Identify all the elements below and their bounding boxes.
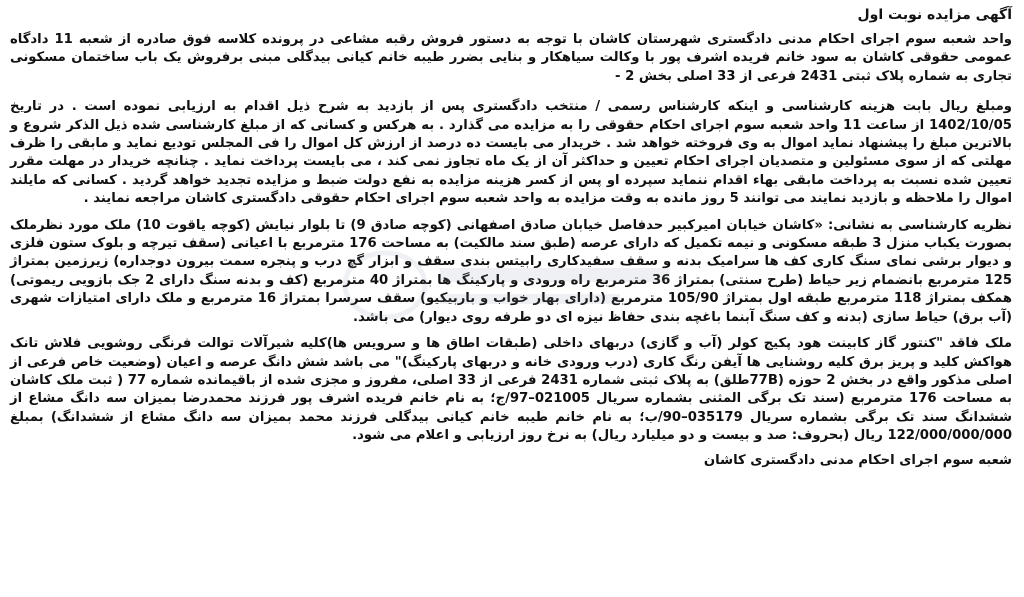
notice-title: آگهی مزایده نوبت اول (857, 7, 1012, 23)
paragraph-auction-terms: ومبلغ ریال بابت هزینه کارشناسی و اینکه کارشناس رسمی / منتخب دادگستری پس از بازدید به شرح ذیل اقدام به ارزیابی نموده است . در تاریخ 1402/10/05 از ساعت 11 واحد شعبه سوم اجرای احکام حقوقی را به مزایده می گذارد . به هرکس و کسانی که از مبلغ کارشناسی شده ذیل الذکر شروع و بالاترین مبلغ را پیشنهاد نماید اموال به وی فروخته خواهد شد . خریدار می بایست ده درصد از ارزش کل اموال را فی المجلس تودیع نماید و مابقی را ظرف مهلتی که از سوی مسئولین و متصدیان اجرای احکام تعیین و حداکثر آن از یک ماه تجاوز نمی کند ، می بایست پرداخت نماید . چنانچه خریدار در مهلت مقرر تعیین شده نسبت به پرداخت مابقی بهاء اقدام ننماید سپرده او پس از کسر هزینه مزایده به نفع دولت ضبط و مزایده تجدید خواهد گردید . کسانی که مایلند اموال را ملاحظه و بازدید نمایند می توانند 5 روز مانده به وقت مزایده به واحد شعبه سوم اجرای احکام حقوقی دادگستری کاشان مراجعه نمایند . (10, 99, 1012, 207)
signature: شعبه سوم اجرای احکام مدنی دادگستری کاشان (703, 452, 1012, 468)
paragraph-expert-opinion: نظریه کارشناسی به نشانی: «کاشان خیابان امیرکبیر حدفاصل خیابان صادق اصفهانی (کوچه صادق 9) تا بلوار نیایش (کوچه یاقوت 10) ملک مورد نظرملک بصورت یکباب منزل 3 طبقه مسکونی و نیمه تکمیل که دارای عرصه (طبق سند مالکیت) به مساحت 176 مترمربع با اعیانی (سقف تیرچه و بلوک ستون فلزی و دیوار برشی نمای سنگ کاری کف ها سرامیک بدنه و سقف سفیدکاری رابیتس بندی سقف و ابزار گچ درب و پنجره سمت بیرون دوجداره) زیرزمین بمتراژ 125 مترمربع بانضمام زیر حیاط (طرح سنتی) بمتراژ 36 مترمربع راه ورودی و پارکینگ ها بمتراژ 40 مترمربع (کف و بدنه سنگ دارای 2 جک بازویی ریموتی) همکف بمتراژ 118 مترمربع طبقه اول بمتراژ 105/90 مترمربع (دارای بهار خواب و باربیکیو) سقف سرسرا بمتراژ 16 مترمربع و ملک دارای امتیازات شهری (آب برق) حیاط سازی (بدنه و کف سنگ آبنما باغچه بندی حفاظ نیزه ای دو طرفه روی دیوار) می باشد. (10, 217, 1013, 325)
paragraph-property-details: ملک فاقد "کنتور گاز کابینت هود پکیج کولر (آب و گازی) دربهای داخلی (طبقات اطاق ها و سرویس ها)کلیه شیرآلات توالت فرنگی روشویی فلاش تانک هواکش کلید و پریز برق کلیه روشنایی ها آیفن رنگ کاری (درب ورودی خانه و دربهای پارکینگ)" می باشد شش دانگ عرصه و اعیان (وضعیت خاص فرعی از اصلی مذکور واقع در بخش 2 حوزه (77Bطلق) به پلاک ثبتی شماره 2431 فرعی از 33 اصلی، مفروز و مجزی شده از باقیمانده شماره 77 ( ثبت ملک کاشان به مساحت 176 مترمربع (سند تک برگی المثنی بشماره سریال 021005–97/ج؛ به نام خانم فریده اشرف پور فرزند محمدرضا بمیزان سه دانگ مشاع از ششدانگ سند تک برگی بشماره سریال 035179–90/ب؛ به نام خانم طیبه خانم کیانی بیدگلی فرزند محمد بمیزان سه دانگ مشاع از ششدانگ) بمبلغ 122/000/000/000 ریال (بحروف: صد و بیست و دو میلیارد ریال) به نرخ روز ارزیابی و اعلام می شود. (10, 336, 1012, 444)
paragraph-intro: واحد شعبه سوم اجرای احکام مدنی دادگستری شهرستان کاشان با توجه به دستور فروش رقبه مشاعی در پرونده کلاسه فوق صادره از شعبه 11 دادگاه عمومی حقوقی کاشان به سود خانم فریده اشرف پور با وکالت سیاهکار و بنایی بضرر طیبه خانم کیانی بیدگلی مبنی برفروش یک باب ساختمان مسکونی تجاری به شماره پلاک ثبتی 2431 فرعی از 33 اصلی بخش 2 - (10, 32, 1012, 84)
